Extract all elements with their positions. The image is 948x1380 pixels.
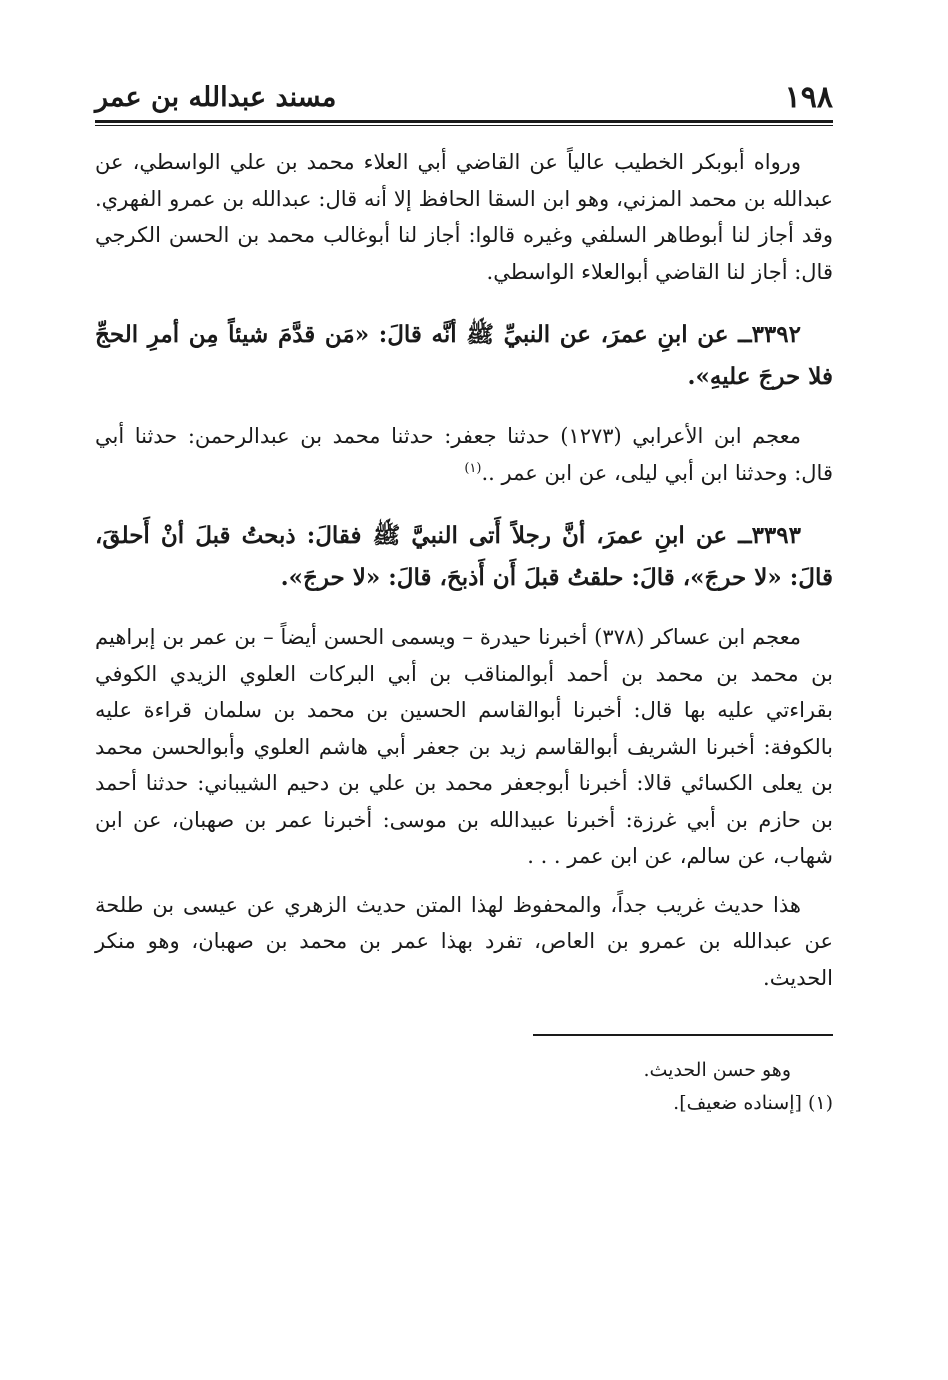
hadith-3392: ٣٣٩٢ــ عن ابنِ عمرَ، عن النبيِّ ﷺ أنَّه قالَ: «مَن قدَّمَ شيئاً مِن أمرِ الحجِّ فلا حرجَ عليهِ». bbox=[95, 321, 833, 390]
page-number: ١٩٨ bbox=[784, 80, 833, 115]
footnote-1: (١) [إسناده ضعيف]. bbox=[673, 1092, 833, 1114]
hadith-3393: ٣٣٩٣ــ عن ابنِ عمرَ، أنَّ رجلاً أَتى النبيَّ ﷺ فقالَ: ذبحتُ قبلَ أنْ أَحلقَ، قالَ: «لا حرجَ»، قالَ: حلقتُ قبلَ أَن أَذبحَ، قالَ: «لا حرجَ». bbox=[95, 522, 833, 591]
paragraph-ibn-arabi-text: معجم ابن الأعرابي (١٢٧٣) حدثنا جعفر: حدثنا محمد بن عبدالرحمن: حدثنا أبي قال: وحدثنا ابن أبي ليلى، عن ابن عمر .. bbox=[95, 424, 833, 485]
page-header bbox=[95, 78, 833, 118]
paragraph-khatib-narration: ورواه أبوبكر الخطيب عالياً عن القاضي أبي العلاء محمد بن علي الواسطي، عن عبدالله بن محمد المزني، وهو ابن السقا الحافظ إلا أنه قال: عبدالله بن عمرو الفهري. وقد أجاز لنا أبوطاهر السلفي وغيره قالوا: أجاز لنا أبوغالب محمد بن الحسن الكرجي قال: أجاز لنا القاضي أبوالعلاء الواسطي. bbox=[95, 150, 833, 284]
paragraph-ibn-asakir-source: معجم ابن عساكر (٣٧٨) أخبرنا حيدرة – ويسمى الحسن أيضاً – بن عمر بن إبراهيم بن محمد بن محمد بن أحمد أبوالمناقب بن أبي البركات العلوي الزيدي الكوفي بقراءتي عليه بها قال: أخبرنا أبوالقاسم الحسين بن محمد بن سلمان قراءة عليه بالكوفة: أخبرنا الشريف أبوالقاسم زيد بن جعفر أبي هاشم العلوي وأبوالحسن محمد بن يعلى الكسائي قالا: أخبرنا أبوجعفر محمد بن علي بن دحيم الشيباني: حدثنا أحمد بن حازم بن أبي غرزة: أخبرنا عبيدالله بن موسى: أخبرنا عمر بن صهبان، عن ابن شهاب، عن سالم، عن ابن عمر . . . bbox=[95, 625, 833, 868]
paragraph-gap bbox=[95, 875, 833, 887]
footnote-ref-1[interactable]: (١) bbox=[464, 460, 482, 476]
paragraph-ibn-arabi-source bbox=[95, 418, 833, 491]
paragraph-grading-comment: هذا حديث غريب جداً، والمحفوظ لهذا المتن حديث الزهري عن عيسى بن طلحة عن عبدالله بن عمرو بن العاص، تفرد بهذا عمر بن محمد بن صهبان، وهو منكر الحديث. bbox=[95, 892, 833, 990]
header-rule bbox=[95, 120, 833, 126]
footnote-continuation: وهو حسن الحديث. bbox=[643, 1059, 791, 1081]
book-page bbox=[95, 78, 833, 1120]
running-title: مسند عبدالله بن عمر bbox=[95, 82, 337, 113]
footnote-separator bbox=[533, 1034, 833, 1036]
